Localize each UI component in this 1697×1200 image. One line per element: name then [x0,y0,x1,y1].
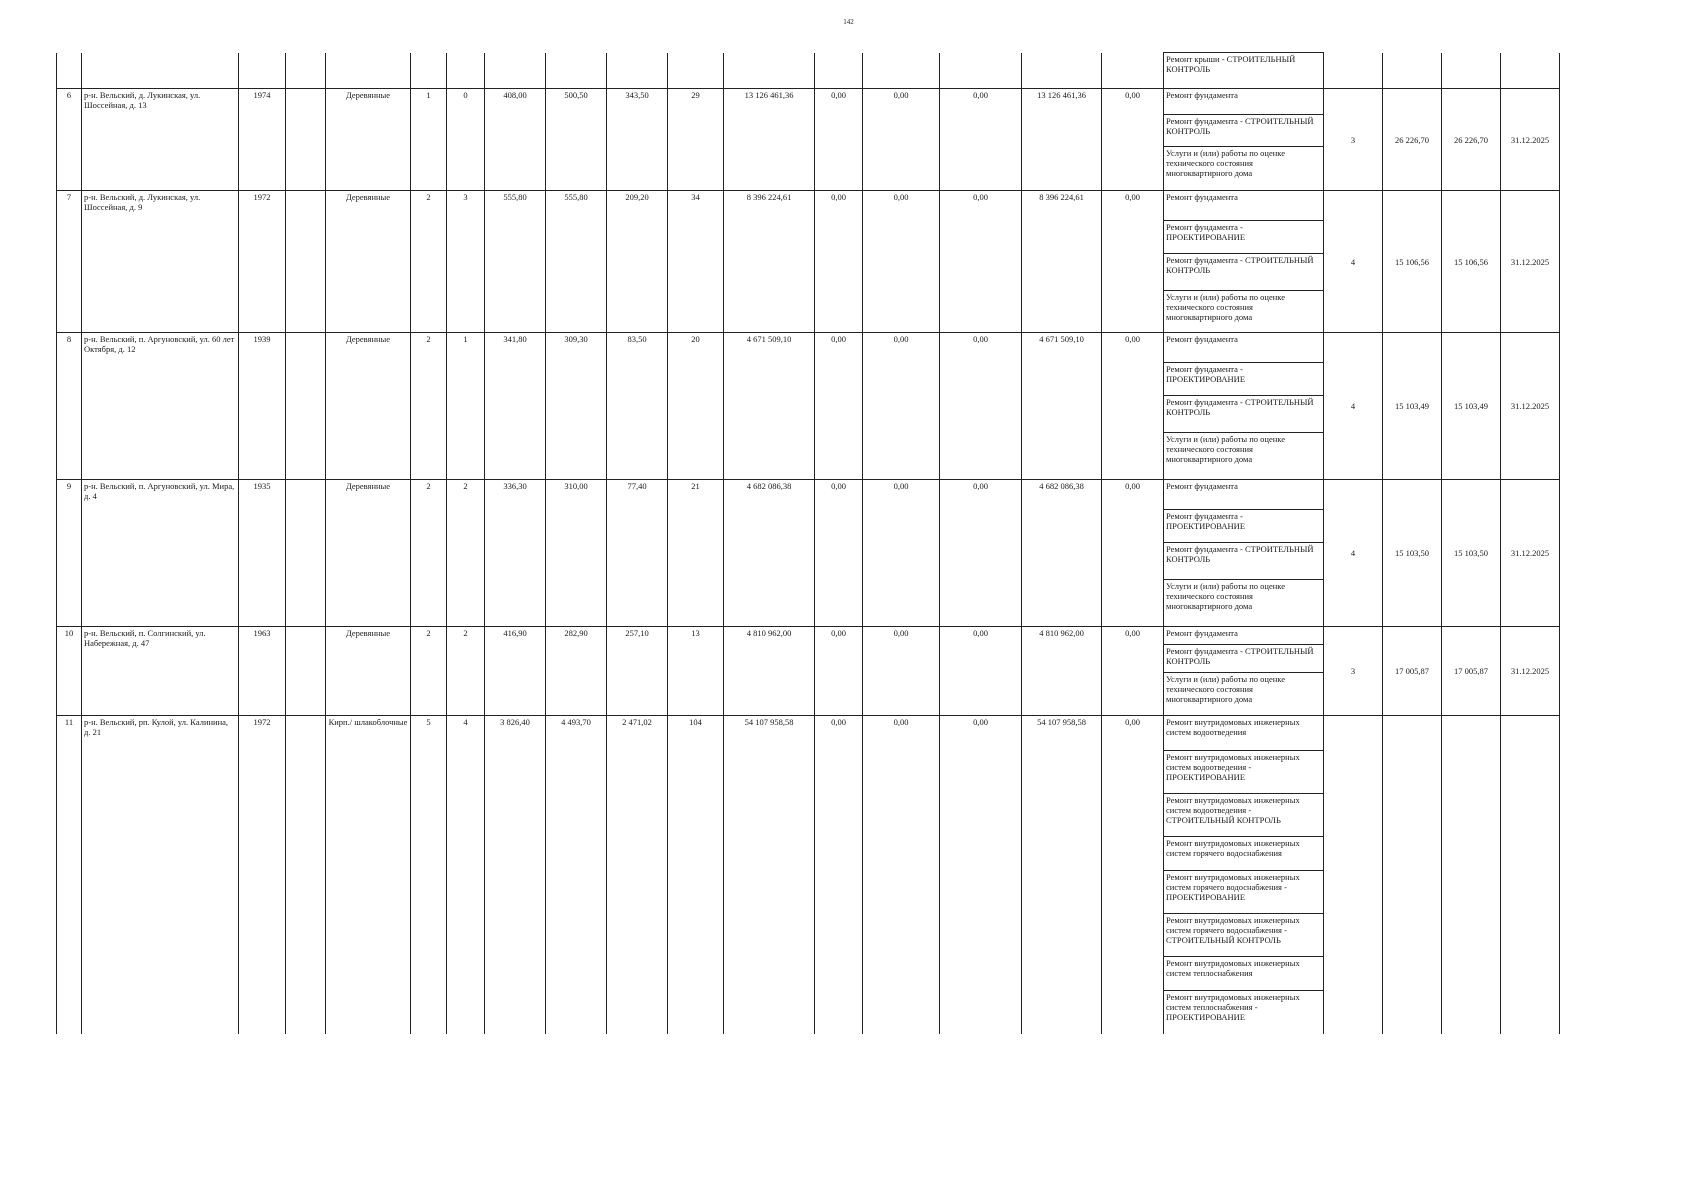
works-list [1164,333,1324,480]
area-total: 416,90 [485,627,546,716]
empty-cell [447,53,485,89]
area-residential: 282,90 [546,627,607,716]
row-number: 11 [57,716,82,1034]
fund-municipal: 0,00 [940,480,1022,627]
build-year: 1972 [239,716,286,1034]
row-number: 7 [57,191,82,333]
fund-federal: 0,00 [815,716,863,1034]
entrances-count: 0 [447,89,485,191]
fund-owners: 4 810 962,00 [1022,627,1102,716]
build-year: 1972 [239,191,286,333]
floors-count: 2 [411,480,447,627]
fund-owners: 13 126 461,36 [1022,89,1102,191]
empty-cell [940,53,1022,89]
works-list [1164,627,1324,716]
fund-regional: 0,00 [863,191,940,333]
work-item: Ремонт внутридомовых инженерных систем теплоснабжения - ПРОЕКТИРОВАНИЕ [1166,992,1300,1022]
deadline: 31.12.2025 [1501,89,1560,191]
table-row [57,191,1560,333]
work-count: 3 [1324,89,1383,191]
work-item: Ремонт фундамента [1164,333,1323,363]
area-total: 341,80 [485,333,546,480]
empty-cell [326,53,411,89]
empty-cell [607,53,668,89]
area-residential: 4 493,70 [546,716,607,1034]
area-residential: 310,00 [546,480,607,627]
table-row [57,89,1560,191]
work-count: 4 [1324,191,1383,333]
cost-total: 13 126 461,36 [724,89,815,191]
other-sources: 0,00 [1102,89,1164,191]
other-sources: 0,00 [1102,191,1164,333]
table-row [57,627,1560,716]
floors-count: 5 [411,716,447,1034]
empty-cell [286,716,326,1034]
empty-cell [724,53,815,89]
other-sources: 0,00 [1102,627,1164,716]
area-total: 3 826,40 [485,716,546,1034]
deadline: 31.12.2025 [1501,627,1560,716]
area-total: 555,80 [485,191,546,333]
deadline: 31.12.2025 [1501,480,1560,627]
wall-material: Кирп./ шлакоблочные [326,716,411,1034]
work-item: Ремонт фундамента [1164,627,1323,645]
entrances-count: 2 [447,627,485,716]
work-item: Ремонт внутридомовых инженерных систем водоотведения - СТРОИТЕЛЬНЫЙ КОНТРОЛЬ [1164,794,1323,837]
wall-material: Деревянные [326,191,411,333]
fund-regional: 0,00 [863,89,940,191]
empty-cell [286,191,326,333]
wall-material: Деревянные [326,627,411,716]
other-sources: 0,00 [1102,716,1164,1034]
unit-cost: 15 103,49 [1383,333,1442,480]
floors-count: 2 [411,627,447,716]
fund-municipal: 0,00 [940,716,1022,1034]
works-list [1164,89,1324,191]
page-number: 142 [843,18,854,26]
fund-owners: 8 396 224,61 [1022,191,1102,333]
empty-cell [286,480,326,627]
fund-owners: 4 682 086,38 [1022,480,1102,627]
fund-municipal: 0,00 [940,333,1022,480]
address: р-н. Вельский, д. Лукинская, ул. Шоссейная, д. 9 [82,191,239,333]
unit-cost: 15 106,56 [1383,191,1442,333]
fund-regional: 0,00 [863,627,940,716]
work-item: Ремонт фундамента - СТРОИТЕЛЬНЫЙ КОНТРОЛЬ [1164,254,1323,291]
fund-federal: 0,00 [815,191,863,333]
limit-cost: 15 103,49 [1442,333,1501,480]
limit-cost: 15 106,56 [1442,191,1501,333]
empty-cell [1324,53,1383,89]
wall-material: Деревянные [326,480,411,627]
cost-total: 4 671 509,10 [724,333,815,480]
fund-owners: 4 671 509,10 [1022,333,1102,480]
unit-cost [1383,716,1442,1034]
area-private: 257,10 [607,627,668,716]
floors-count: 2 [411,191,447,333]
fund-regional: 0,00 [863,480,940,627]
address: р-н. Вельский, п. Аргуновский, ул. Мира, д. 4 [82,480,239,627]
fund-federal: 0,00 [815,89,863,191]
floors-count: 2 [411,333,447,480]
limit-cost [1442,716,1501,1034]
work-item: Услуги и (или) работы по оценке технического состояния многоквартирного дома [1166,581,1285,611]
build-year: 1974 [239,89,286,191]
empty-cell [668,53,724,89]
works-list [1164,191,1324,333]
work-item: Ремонт внутридомовых инженерных систем горячего водоснабжения - СТРОИТЕЛЬНЫЙ КОНТРОЛЬ [1164,914,1323,957]
work-item: Ремонт фундамента [1164,480,1323,510]
fund-municipal: 0,00 [940,89,1022,191]
address: р-н. Вельский, д. Лукинская, ул. Шоссейная, д. 13 [82,89,239,191]
table-row-continuation [57,53,1560,89]
empty-cell [286,53,326,89]
cost-total: 8 396 224,61 [724,191,815,333]
build-year: 1963 [239,627,286,716]
table-row [57,716,1560,1034]
works-list [1164,480,1324,627]
empty-cell [1442,53,1501,89]
row-number: 10 [57,627,82,716]
residents-count: 34 [668,191,724,333]
empty-cell [1501,53,1560,89]
build-year: 1939 [239,333,286,480]
fund-regional: 0,00 [863,333,940,480]
entrances-count: 3 [447,191,485,333]
work-item: Ремонт крыши - СТРОИТЕЛЬНЫЙ КОНТРОЛЬ [1164,53,1324,89]
empty-cell [1022,53,1102,89]
address: р-н. Вельский, п. Солгинский, ул. Набережная, д. 47 [82,627,239,716]
empty-cell [863,53,940,89]
empty-cell [286,333,326,480]
empty-cell [1102,53,1164,89]
work-item: Ремонт фундамента - СТРОИТЕЛЬНЫЙ КОНТРОЛЬ [1164,396,1323,433]
area-residential: 500,50 [546,89,607,191]
fund-federal: 0,00 [815,627,863,716]
area-private: 83,50 [607,333,668,480]
work-item: Ремонт фундамента [1164,191,1323,221]
row-number: 8 [57,333,82,480]
empty-cell [815,53,863,89]
work-count [1324,716,1383,1034]
table-row [57,333,1560,480]
row-number: 6 [57,89,82,191]
area-total: 408,00 [485,89,546,191]
capital-repair-table [56,52,1560,1034]
work-item: Услуги и (или) работы по оценке технического состояния многоквартирного дома [1166,674,1285,704]
cost-total: 4 682 086,38 [724,480,815,627]
work-item: Ремонт фундамента - ПРОЕКТИРОВАНИЕ [1164,510,1323,543]
fund-municipal: 0,00 [940,191,1022,333]
empty-cell [286,627,326,716]
area-private: 2 471,02 [607,716,668,1034]
work-item: Ремонт фундамента - СТРОИТЕЛЬНЫЙ КОНТРОЛЬ [1164,115,1323,147]
work-item: Ремонт фундамента - СТРОИТЕЛЬНЫЙ КОНТРОЛЬ [1164,543,1323,580]
work-count: 4 [1324,333,1383,480]
entrances-count: 1 [447,333,485,480]
empty-cell [485,53,546,89]
fund-federal: 0,00 [815,480,863,627]
cost-total: 4 810 962,00 [724,627,815,716]
empty-cell [411,53,447,89]
unit-cost: 17 005,87 [1383,627,1442,716]
unit-cost: 15 103,50 [1383,480,1442,627]
wall-material: Деревянные [326,333,411,480]
area-total: 336,30 [485,480,546,627]
residents-count: 13 [668,627,724,716]
work-item: Ремонт внутридомовых инженерных систем водоотведения [1164,716,1323,751]
empty-cell [546,53,607,89]
other-sources: 0,00 [1102,480,1164,627]
work-count: 3 [1324,627,1383,716]
empty-cell [1383,53,1442,89]
work-item: Ремонт внутридомовых инженерных систем теплоснабжения [1164,957,1323,991]
work-item: Ремонт фундамента - СТРОИТЕЛЬНЫЙ КОНТРОЛЬ [1164,645,1323,673]
deadline [1501,716,1560,1034]
address: р-н. Вельский, рп. Кулой, ул. Калинина, д. 21 [82,716,239,1034]
residents-count: 104 [668,716,724,1034]
fund-owners: 54 107 958,58 [1022,716,1102,1034]
work-item: Услуги и (или) работы по оценке технического состояния многоквартирного дома [1166,292,1285,322]
register-table [56,52,1560,1034]
area-private: 343,50 [607,89,668,191]
address: р-н. Вельский, п. Аргуновский, ул. 60 лет Октября, д. 12 [82,333,239,480]
other-sources: 0,00 [1102,333,1164,480]
fund-regional: 0,00 [863,716,940,1034]
work-item: Ремонт внутридомовых инженерных систем водоотведения - ПРОЕКТИРОВАНИЕ [1164,751,1323,794]
work-item: Ремонт фундамента - ПРОЕКТИРОВАНИЕ [1164,363,1323,396]
floors-count: 1 [411,89,447,191]
limit-cost: 26 226,70 [1442,89,1501,191]
fund-municipal: 0,00 [940,627,1022,716]
table-body [57,53,1560,1034]
limit-cost: 17 005,87 [1442,627,1501,716]
entrances-count: 4 [447,716,485,1034]
deadline: 31.12.2025 [1501,333,1560,480]
work-item: Ремонт фундамента - ПРОЕКТИРОВАНИЕ [1164,221,1323,254]
work-item: Ремонт фундамента [1164,89,1323,115]
works-list [1164,716,1324,1034]
build-year: 1935 [239,480,286,627]
area-private: 209,20 [607,191,668,333]
cost-total: 54 107 958,58 [724,716,815,1034]
work-count: 4 [1324,480,1383,627]
work-item: Ремонт внутридомовых инженерных систем горячего водоснабжения [1164,837,1323,871]
residents-count: 29 [668,89,724,191]
row-number: 9 [57,480,82,627]
fund-federal: 0,00 [815,333,863,480]
work-item: Услуги и (или) работы по оценке технического состояния многоквартирного дома [1166,148,1285,178]
empty-cell [57,53,82,89]
area-residential: 309,30 [546,333,607,480]
residents-count: 20 [668,333,724,480]
limit-cost: 15 103,50 [1442,480,1501,627]
deadline: 31.12.2025 [1501,191,1560,333]
entrances-count: 2 [447,480,485,627]
empty-cell [239,53,286,89]
residents-count: 21 [668,480,724,627]
area-private: 77,40 [607,480,668,627]
work-item: Ремонт внутридомовых инженерных систем горячего водоснабжения - ПРОЕКТИРОВАНИЕ [1164,871,1323,914]
unit-cost: 26 226,70 [1383,89,1442,191]
wall-material: Деревянные [326,89,411,191]
empty-cell [286,89,326,191]
area-residential: 555,80 [546,191,607,333]
work-item: Услуги и (или) работы по оценке технического состояния многоквартирного дома [1166,434,1285,464]
empty-cell [82,53,239,89]
table-row [57,480,1560,627]
